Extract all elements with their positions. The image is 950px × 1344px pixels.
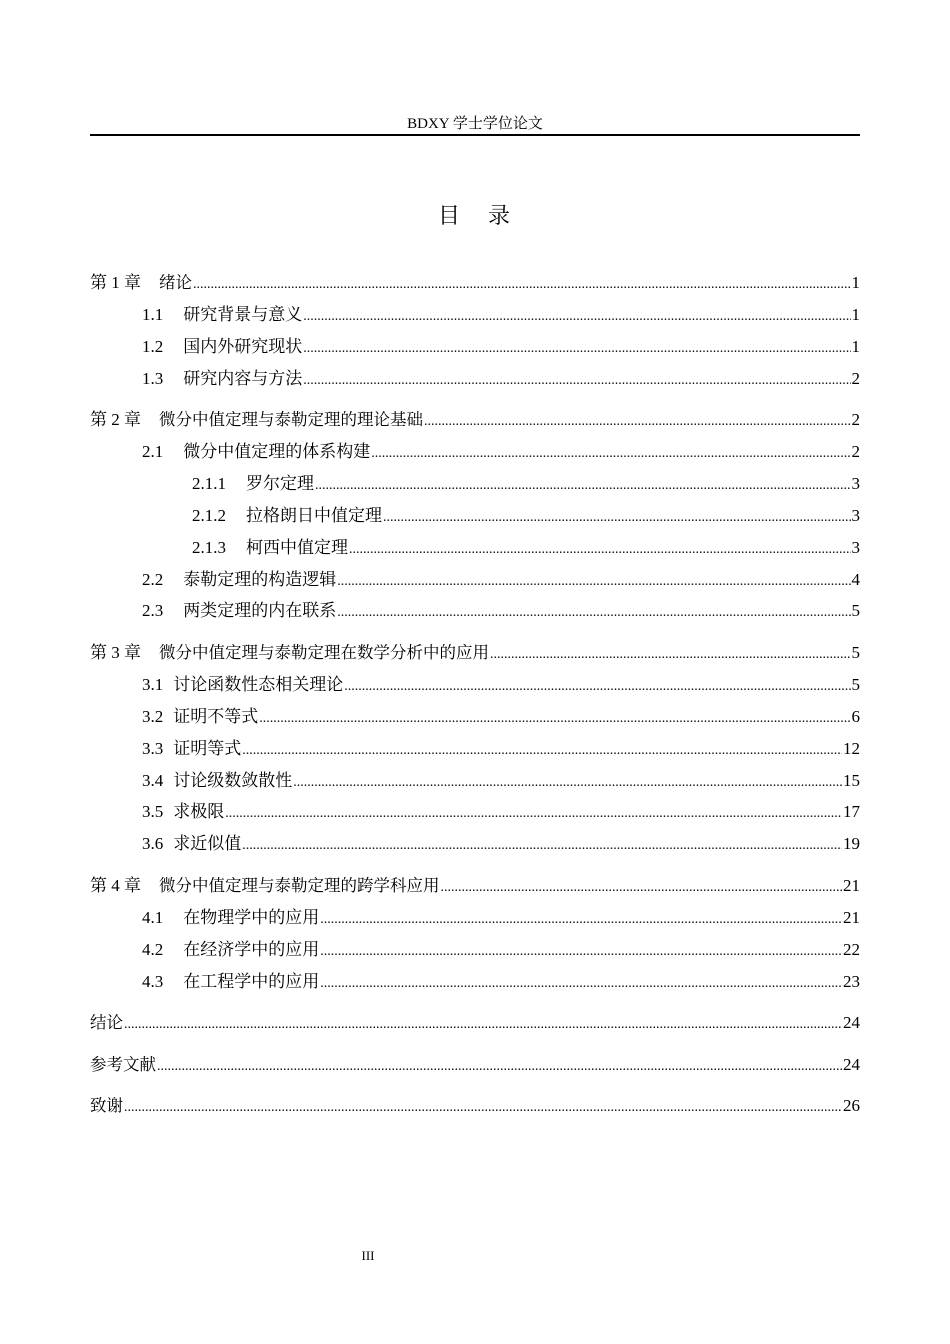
toc-entry-page: 2 [851,442,860,461]
toc-entry-page: 21 [843,908,860,927]
toc-entry-title: 证明等式 [173,739,242,758]
toc-entry-page: 3 [851,506,860,525]
toc-leader-dots [157,1056,842,1078]
toc-leader-dots [124,1097,842,1119]
toc-section-entry[interactable] [142,368,860,392]
toc-section-entry[interactable] [142,706,860,730]
toc-entry-number: 2.1.3 [192,538,226,557]
toc-entry-title: 两类定理的内在联系 [183,601,337,620]
toc-entry-page: 1 [851,337,860,356]
toc-entry-title: 求极限 [173,802,225,821]
toc-leader-dots [320,973,842,995]
toc-leader-dots [344,676,850,698]
toc-entry-number: 3.3 [142,739,164,758]
toc-entry-title: 讨论函数性态相关理论 [173,675,344,694]
toc-leader-dots [490,644,851,666]
toc-leader-dots [303,338,850,360]
toc-chapter-entry[interactable] [90,875,860,899]
toc-entry-page: 1 [851,273,860,292]
page-number: III [361,1248,375,1263]
toc-entry-page: 2 [851,410,860,429]
toc-entry-title: 在经济学中的应用 [183,940,320,959]
toc-entry-number: 2.1 [142,442,164,461]
toc-entry-title: 研究内容与方法 [183,369,303,388]
toc-chapter-entry[interactable] [90,1095,860,1119]
toc-entry-number: 第 3 章 [90,643,141,662]
toc-entry-page: 22 [843,940,860,959]
toc-section-entry[interactable] [142,971,860,995]
toc-leader-dots [303,306,850,328]
toc-entry-number: 3.6 [142,834,164,853]
toc-title-left: 目 [437,204,462,229]
toc-leader-dots [424,411,851,433]
toc-entry-page: 24 [843,1013,860,1032]
toc-entry-page: 3 [851,538,860,557]
running-header: BDXY 学士学位论文 [407,116,543,132]
toc-entry-title: 证明不等式 [173,707,259,726]
toc-entry-page: 5 [851,601,860,620]
toc-entry-title: 拉格朗日中值定理 [246,506,382,525]
toc-entry-page: 4 [851,570,860,589]
toc-leader-dots [441,877,843,899]
toc-leader-dots [337,571,850,593]
toc-leader-dots [293,772,842,794]
toc-entry-number: 4.1 [142,908,164,927]
toc-entry-page: 24 [843,1055,860,1074]
toc-entry-number: 3.4 [142,771,164,790]
toc-section-entry[interactable] [142,304,860,328]
toc-entry-title: 参考文献 [90,1055,156,1074]
toc-entry-number: 3.1 [142,675,164,694]
toc-entry-number: 2.3 [142,601,164,620]
toc-entry-title: 讨论级数敛散性 [173,771,293,790]
toc-chapter-entry[interactable] [90,272,860,296]
toc-entry-number: 第 2 章 [90,410,141,429]
toc-entry-title: 在工程学中的应用 [183,972,320,991]
toc-entry-title: 结论 [90,1013,123,1032]
toc-entry-number: 1.2 [142,337,164,356]
toc-leader-dots [337,602,850,624]
toc-chapter-entry[interactable] [90,1012,860,1036]
toc-entry-page: 17 [843,802,860,821]
toc-leader-dots [349,539,851,561]
toc-subsection-entry[interactable] [192,473,860,497]
toc-entry-number: 2.1.1 [192,474,226,493]
toc-title-right: 录 [488,204,513,229]
toc-chapter-entry[interactable] [90,642,860,666]
toc-leader-dots [315,475,851,497]
toc-entry-title: 在物理学中的应用 [183,908,320,927]
toc-entry-number: 1.1 [142,305,164,324]
toc-section-entry[interactable] [142,738,860,762]
toc-subsection-entry[interactable] [192,505,860,529]
toc-entry-title: 致谢 [90,1096,123,1115]
toc-leader-dots [242,740,842,762]
toc-entry-page: 5 [851,675,860,694]
toc-chapter-entry[interactable] [90,409,860,433]
toc-section-entry[interactable] [142,833,860,857]
toc-section-entry[interactable] [142,907,860,931]
toc-entry-title: 微分中值定理与泰勒定理在数学分析中的应用 [159,643,489,662]
toc-entry-title: 研究背景与意义 [183,305,303,324]
toc-section-entry[interactable] [142,569,860,593]
toc-leader-dots [320,909,842,931]
toc-entry-title: 微分中值定理与泰勒定理的跨学科应用 [159,876,440,895]
toc-entry-page: 3 [851,474,860,493]
toc-leader-dots [303,370,850,392]
toc-section-entry[interactable] [142,801,860,825]
toc-entry-title: 泰勒定理的构造逻辑 [183,570,337,589]
toc-section-entry[interactable] [142,939,860,963]
toc-entry-title: 罗尔定理 [246,474,314,493]
toc-entry-number: 4.3 [142,972,164,991]
toc-entry-number: 2.1.2 [192,506,226,525]
toc-entry-page: 12 [843,739,860,758]
toc-entry-number: 3.2 [142,707,164,726]
toc-section-entry[interactable] [142,674,860,698]
toc-entry-title: 绪论 [159,273,192,292]
toc-entry-title: 求近似值 [173,834,242,853]
toc-leader-dots [371,443,850,465]
toc-section-entry[interactable] [142,600,860,624]
toc-entry-number: 1.3 [142,369,164,388]
toc-entry-number: 第 4 章 [90,876,141,895]
toc-entry-title: 国内外研究现状 [183,337,303,356]
toc-chapter-entry[interactable] [90,1054,860,1078]
toc-entry-title: 微分中值定理与泰勒定理的理论基础 [159,410,423,429]
toc-entry-number: 4.2 [142,940,164,959]
toc-entry-number: 3.5 [142,802,164,821]
toc-section-entry[interactable] [142,770,860,794]
toc-entry-number: 2.2 [142,570,164,589]
toc-title [90,202,860,232]
toc-entry-page: 19 [843,834,860,853]
toc-entry-page: 2 [851,369,860,388]
toc-entry-page: 15 [843,771,860,790]
toc-subsection-entry[interactable] [192,537,860,561]
toc-entry-title: 柯西中值定理 [246,538,348,557]
toc-entry-title: 微分中值定理的体系构建 [183,442,371,461]
toc-leader-dots [193,274,851,296]
toc-section-entry[interactable] [142,336,860,360]
toc-entry-page: 21 [843,876,860,895]
toc-leader-dots [383,507,851,529]
toc-entry-number: 第 1 章 [90,273,141,292]
header-rule [90,134,860,136]
toc-leader-dots [225,803,842,825]
toc-entry-page: 5 [851,643,860,662]
toc-entry-page: 6 [851,707,860,726]
toc-leader-dots [242,835,842,857]
toc-entry-page: 26 [843,1096,860,1115]
toc-leader-dots [124,1014,842,1036]
toc-entry-page: 1 [851,305,860,324]
toc-section-entry[interactable] [142,441,860,465]
toc-leader-dots [320,941,842,963]
toc-leader-dots [259,708,850,730]
toc-entry-page: 23 [843,972,860,991]
